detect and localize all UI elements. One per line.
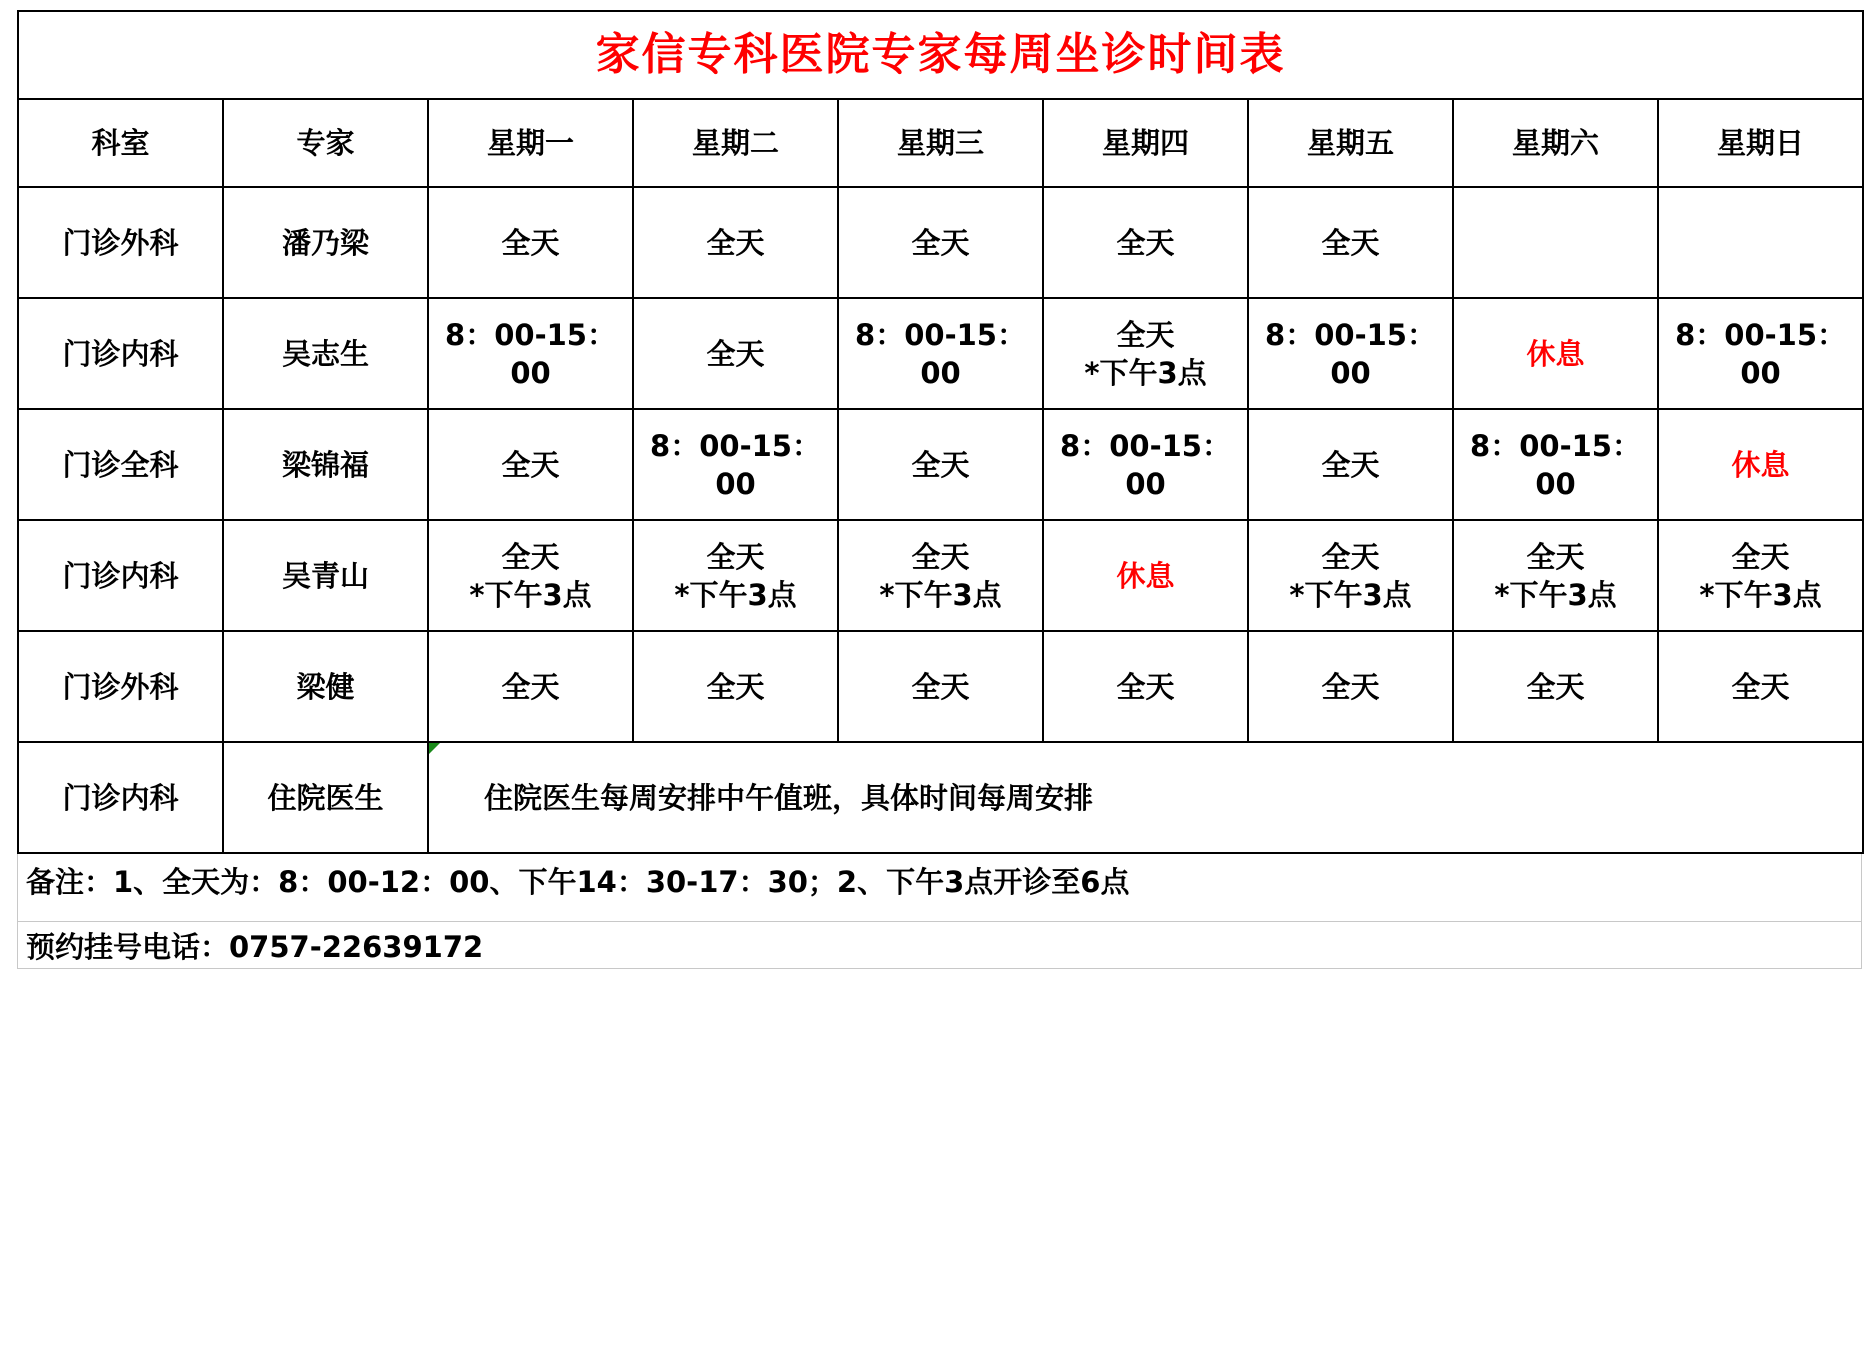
schedule-row bbox=[18, 409, 1863, 520]
schedule-text: 全天 bbox=[911, 447, 970, 482]
schedule-subtext: *下午3点 bbox=[1084, 355, 1207, 390]
doctor-cell: 住院医生 bbox=[223, 742, 428, 853]
day-cell bbox=[1043, 409, 1248, 520]
day-cell bbox=[1043, 631, 1248, 742]
comment-marker-icon bbox=[429, 743, 440, 754]
schedule-text: 8：00-15： bbox=[855, 317, 1026, 352]
day-cell bbox=[1658, 187, 1863, 298]
day-cell bbox=[633, 187, 838, 298]
resident-row bbox=[18, 742, 1863, 853]
schedule-subtext: *下午3点 bbox=[1289, 577, 1412, 612]
schedule-text: 全天 bbox=[1321, 539, 1380, 574]
schedule-row bbox=[18, 187, 1863, 298]
doctor-cell: 梁锦福 bbox=[223, 409, 428, 520]
schedule-text: 全天 bbox=[1526, 539, 1585, 574]
doctor-cell: 潘乃梁 bbox=[223, 187, 428, 298]
day-cell bbox=[1453, 187, 1658, 298]
schedule-text: 全天 bbox=[501, 225, 560, 260]
day-cell bbox=[1248, 298, 1453, 409]
day-cell bbox=[1248, 187, 1453, 298]
day-cell bbox=[1248, 631, 1453, 742]
day-cell bbox=[633, 409, 838, 520]
schedule-subtext: 00 bbox=[920, 355, 961, 390]
dept-cell: 门诊内科 bbox=[18, 742, 223, 853]
header-row bbox=[18, 99, 1863, 187]
header-cell: 星期三 bbox=[838, 99, 1043, 187]
schedule-text: 全天 bbox=[911, 669, 970, 704]
schedule-text: 全天 bbox=[1321, 669, 1380, 704]
day-cell bbox=[428, 631, 633, 742]
dept-cell: 门诊内科 bbox=[18, 520, 223, 631]
schedule-text: 全天 bbox=[1116, 317, 1175, 352]
schedule-subtext: 00 bbox=[1330, 355, 1371, 390]
schedule-text: 全天 bbox=[911, 539, 970, 574]
header-cell: 星期四 bbox=[1043, 99, 1248, 187]
schedule-subtext: 00 bbox=[715, 466, 756, 501]
schedule-text: 全天 bbox=[1116, 669, 1175, 704]
schedule-text: 全天 bbox=[1321, 225, 1380, 260]
schedule-sheet bbox=[17, 10, 1862, 969]
dept-cell: 门诊内科 bbox=[18, 298, 223, 409]
schedule-text: 全天 bbox=[706, 336, 765, 371]
day-cell bbox=[1453, 298, 1658, 409]
day-cell bbox=[428, 298, 633, 409]
schedule-subtext: *下午3点 bbox=[1494, 577, 1617, 612]
day-cell bbox=[1248, 409, 1453, 520]
day-cell bbox=[838, 298, 1043, 409]
schedule-text: 8：00-15： bbox=[1675, 317, 1847, 352]
schedule-text: 全天 bbox=[1526, 669, 1585, 704]
day-cell bbox=[1453, 631, 1658, 742]
schedule-text: 全天 bbox=[1731, 539, 1790, 574]
schedule-text: 全天 bbox=[1116, 225, 1175, 260]
schedule-text: 全天 bbox=[911, 225, 970, 260]
resident-note-cell bbox=[428, 742, 1863, 853]
day-cell bbox=[1658, 631, 1863, 742]
schedule-row bbox=[18, 631, 1863, 742]
schedule-text: 全天 bbox=[501, 447, 560, 482]
schedule-text: 休息 bbox=[1116, 558, 1175, 593]
schedule-subtext: 00 bbox=[1740, 355, 1781, 390]
schedule-subtext: *下午3点 bbox=[674, 577, 797, 612]
doctor-cell: 吴志生 bbox=[223, 298, 428, 409]
schedule-text: 8：00-15： bbox=[1060, 428, 1231, 463]
schedule-subtext: 00 bbox=[510, 355, 551, 390]
day-cell bbox=[838, 187, 1043, 298]
day-cell bbox=[1658, 409, 1863, 520]
schedule-subtext: 00 bbox=[1535, 466, 1576, 501]
day-cell bbox=[838, 631, 1043, 742]
remarks-note: 备注：1、全天为：8：00-12：00、下午14：30-17：30；2、下午3点开诊至6点 bbox=[18, 854, 1862, 922]
day-cell bbox=[1043, 298, 1248, 409]
dept-cell: 门诊全科 bbox=[18, 409, 223, 520]
day-cell bbox=[1658, 520, 1863, 631]
schedule-row bbox=[18, 298, 1863, 409]
remarks-table bbox=[17, 854, 1862, 969]
schedule-text: 休息 bbox=[1731, 447, 1790, 482]
schedule-text: 全天 bbox=[706, 669, 765, 704]
day-cell bbox=[428, 409, 633, 520]
day-cell bbox=[1453, 409, 1658, 520]
schedule-subtext: *下午3点 bbox=[469, 577, 592, 612]
resident-note: 住院医生每周安排中午值班，具体时间每周安排 bbox=[484, 780, 1094, 815]
header-cell: 星期日 bbox=[1658, 99, 1863, 187]
schedule-subtext: 00 bbox=[1125, 466, 1166, 501]
day-cell bbox=[428, 520, 633, 631]
booking-phone: 预约挂号电话：0757-22639172 bbox=[18, 922, 1862, 969]
schedule-text: 全天 bbox=[501, 669, 560, 704]
day-cell bbox=[633, 631, 838, 742]
day-cell bbox=[633, 298, 838, 409]
day-cell bbox=[428, 187, 633, 298]
header-cell: 星期二 bbox=[633, 99, 838, 187]
day-cell bbox=[633, 520, 838, 631]
doctor-cell: 吴青山 bbox=[223, 520, 428, 631]
page-title: 家信专科医院专家每周坐诊时间表 bbox=[18, 11, 1863, 99]
schedule-text: 8：00-15： bbox=[445, 317, 616, 352]
schedule-subtext: *下午3点 bbox=[1699, 577, 1822, 612]
day-cell bbox=[1043, 187, 1248, 298]
schedule-row bbox=[18, 520, 1863, 631]
schedule-text: 8：00-15： bbox=[650, 428, 821, 463]
schedule-text: 全天 bbox=[1731, 669, 1790, 704]
header-cell: 星期五 bbox=[1248, 99, 1453, 187]
schedule-text: 全天 bbox=[1321, 447, 1380, 482]
day-cell bbox=[1043, 520, 1248, 631]
schedule-text: 休息 bbox=[1526, 336, 1585, 371]
dept-cell: 门诊外科 bbox=[18, 187, 223, 298]
schedule-table bbox=[17, 10, 1864, 854]
schedule-text: 全天 bbox=[706, 225, 765, 260]
schedule-subtext: *下午3点 bbox=[879, 577, 1002, 612]
header-cell: 星期一 bbox=[428, 99, 633, 187]
dept-cell: 门诊外科 bbox=[18, 631, 223, 742]
doctor-cell: 梁健 bbox=[223, 631, 428, 742]
header-cell: 专家 bbox=[223, 99, 428, 187]
header-cell: 星期六 bbox=[1453, 99, 1658, 187]
header-cell: 科室 bbox=[18, 99, 223, 187]
day-cell bbox=[838, 520, 1043, 631]
schedule-text: 8：00-15： bbox=[1470, 428, 1641, 463]
day-cell bbox=[838, 409, 1043, 520]
schedule-text: 全天 bbox=[706, 539, 765, 574]
day-cell bbox=[1453, 520, 1658, 631]
day-cell bbox=[1248, 520, 1453, 631]
day-cell bbox=[1658, 298, 1863, 409]
schedule-text: 8：00-15： bbox=[1265, 317, 1436, 352]
schedule-text: 全天 bbox=[501, 539, 560, 574]
